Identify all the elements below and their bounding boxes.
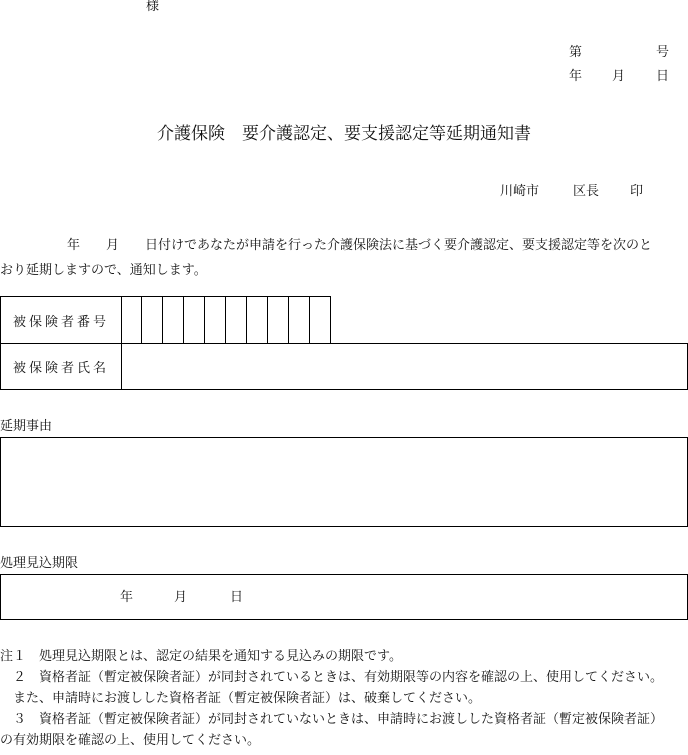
insured-number-digit[interactable]: [163, 296, 184, 344]
notice-body-line-2: おり延期しますので、通知します。: [0, 263, 207, 278]
issue-date-year: 年: [569, 69, 583, 84]
deadline-day: 日: [230, 590, 244, 605]
note-line: 注１ 処理見込期限とは、認定の結果を通知する見込みの期限です。: [0, 649, 402, 664]
insured-number-digit[interactable]: [268, 296, 289, 344]
issue-date-day: 日: [656, 69, 670, 84]
insured-name-field[interactable]: [121, 343, 688, 390]
insured-number-digit[interactable]: [205, 296, 226, 344]
insured-number-digit[interactable]: [184, 296, 205, 344]
document-number-suffix: 号: [656, 45, 670, 60]
insured-number-digit[interactable]: [310, 296, 331, 344]
issuer-city: 川崎市: [500, 184, 540, 199]
notice-body-line-1: 年 月 日付けであなたが申請を行った介護保険法に基づく要介護認定、要支援認定等を次のと: [67, 238, 653, 253]
note-line: また、申請時にお渡しした資格者証（暫定被保険者証）は、破棄してください。: [0, 691, 482, 706]
notes: [0, 646, 688, 751]
note-line: ２ 資格者証（暫定被保険者証）が同封されているときは、有効期限等の内容を確認の上、使用してください。: [0, 670, 664, 685]
insured-number-digit[interactable]: [142, 296, 163, 344]
insured-number-digit[interactable]: [226, 296, 247, 344]
note-line: ３ 資格者証（暫定被保険者証）が同封されていないときは、申請時にお渡しした資格者証（暫定被保険者証）: [0, 712, 664, 727]
notice-body: [0, 233, 688, 283]
processing-deadline-label: 処理見込期限: [0, 556, 79, 571]
issuer-seal: 印: [630, 184, 644, 199]
insured-number-digit[interactable]: [289, 296, 310, 344]
issue-date-month: 月: [612, 69, 626, 84]
extension-reason-label: 延期事由: [0, 419, 53, 434]
insured-number-label: 被保険者番号: [0, 296, 122, 344]
document-number-prefix: 第: [569, 45, 583, 60]
note-line: の有効期限を確認の上、使用してください。: [0, 733, 261, 748]
addressee-suffix: 様: [146, 0, 160, 14]
insured-number-digit[interactable]: [247, 296, 268, 344]
insured-name-label: 被保険者氏名: [0, 343, 122, 390]
processing-deadline-field[interactable]: [0, 574, 688, 620]
insured-number-digit[interactable]: [121, 296, 142, 344]
issuer-ward-head: 区長: [573, 184, 600, 199]
deadline-year: 年: [120, 590, 134, 605]
document-title: 介護保険 要介護認定、要支援認定等延期通知書: [157, 124, 531, 144]
insured-number-boxes[interactable]: [121, 296, 331, 344]
deadline-month: 月: [174, 590, 188, 605]
extension-reason-field[interactable]: [0, 437, 688, 527]
